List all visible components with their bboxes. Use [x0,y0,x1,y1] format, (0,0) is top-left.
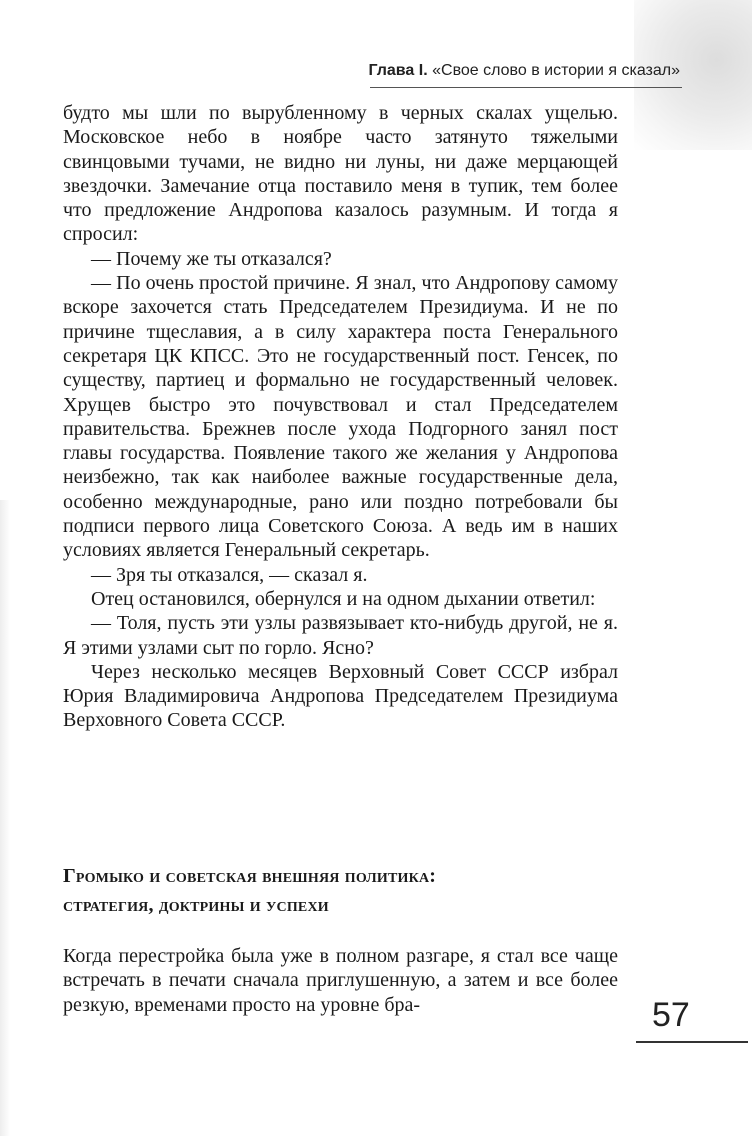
paragraph: — Почему же ты отказался? [91,247,332,270]
page-edge-shadow [0,500,10,1136]
paragraph: Отец остановился, обернулся и на одном дыхании ответил: [91,587,596,610]
page-number-rule [636,1041,748,1043]
chapter-label: Глава I. [368,62,428,79]
section-heading-line: стратегия, доктрины и успехи [63,894,329,916]
paragraph: будто мы шли по вырубленному в черных скалах ущелью. Московское небо в ноябре часто затянуто тяжелыми свинцовыми тучами, не видно ни луны, ни даже мерцающей звездочки. Замечание отца поставило меня в тупик, тем более что предложение Андропова казалось разумным. И тогда я спросил: [63,102,618,246]
paragraph: Через несколько месяцев Верховный Совет СССР избрал Юрия Владимировича Андропова Председателем Президиума Верховного Совета СССР. [63,660,618,732]
header-rule [370,87,682,88]
section-text [63,944,618,1017]
paragraph: — Толя, пусть эти узлы развязывает кто-нибудь другой, не я. Я этими узлами сыт по горло. Ясно? [63,612,618,659]
paragraph: — По очень простой причине. Я знал, что Андропову самому вскоре захочется стать Председателем Президиума. И не по причине тщеславия, а в силу характера поста Генерального секретаря ЦК КПСС. Это не государственный пост. Генсек, по существу, партиец и формально не государственный человек. Хрущев быстро это почувствовал и стал Председателем правительства. Брежнев после ухода Подгорного занял пост главы государства. Появление такого же желания у Андропова неизбежно, так как наиболее важные государственные дела, особенно международные, рано или поздно потребовали бы подписи первого лица Советского Союза. А ведь им в наших условиях является Генеральный секретарь. [63,272,618,562]
chapter-title: «Свое слово в истории я сказал» [432,62,680,79]
paragraph: Когда перестройка была уже в полном разгаре, я стал все чаще встречать в печати сначала приглушенную, а затем и все более резкую, временами просто на уровне бра- [63,945,618,1016]
page-number: 57 [652,996,690,1034]
running-header [300,62,680,80]
section-heading-line: Громыко и советская внешняя политика: [63,865,437,887]
main-text [63,101,618,733]
section-heading [63,862,618,920]
paragraph: — Зря ты отказался, — сказал я. [91,563,368,586]
